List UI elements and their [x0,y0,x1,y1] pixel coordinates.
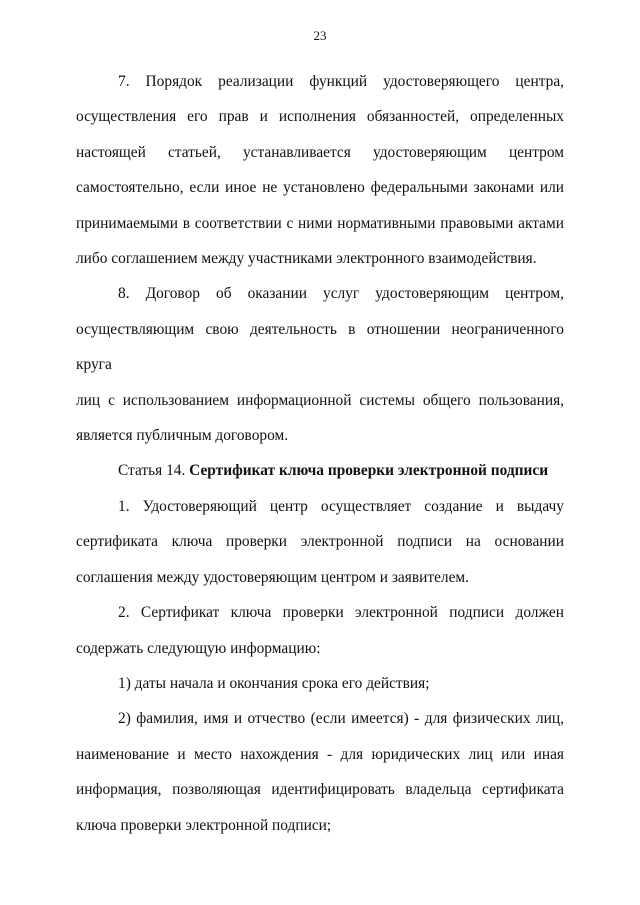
article-14-item-1 [76,666,564,701]
paragraph-line: сертификата ключа проверки электронной подписи на основании [76,533,564,551]
paragraph-line: 1) даты начала и окончания срока его действия; [118,674,430,692]
paragraph-line: 8. Договор об оказании услуг удостоверяющим центром, [118,285,564,303]
paragraph-line: ключа проверки электронной подписи; [76,816,332,834]
article-title: Сертификат ключа проверки электронной подписи [189,462,549,480]
paragraph-line: самостоятельно, если иное не установлено федеральными законами или [76,179,564,197]
document-body [76,64,564,843]
page-number: 23 [313,28,327,43]
paragraph-line: информация, позволяющая идентифицировать владельца сертификата [76,781,564,799]
article-14-paragraph-2 [76,595,564,666]
paragraph-line: является публичным договором. [76,427,289,445]
paragraph-line: осуществления его прав и исполнения обязанностей, определенных [76,108,564,126]
paragraph-line: 2. Сертификат ключа проверки электронной подписи должен [118,604,564,622]
article-heading [76,453,564,488]
paragraph-line: наименование и место нахождения - для юридических лиц или иная [76,745,564,763]
paragraph-line: принимаемыми в соответствии с ними нормативными правовыми актами [76,214,564,232]
paragraph-line: настоящей статьей, устанавливается удостоверяющим центром [76,143,564,161]
paragraph-line: содержать следующую информацию: [76,639,321,657]
paragraph-line: соглашения между удостоверяющим центром и заявителем. [76,568,470,586]
article-14-item-2 [76,701,564,843]
paragraph-line: 2) фамилия, имя и отчество (если имеется) - для физических лиц, [118,710,564,728]
paragraph-7 [76,64,564,276]
paragraph-line: 7. Порядок реализации функций удостоверяющего центра, [118,73,564,90]
paragraph-line: либо соглашением между участниками электронного взаимодействия. [76,250,537,268]
paragraph-line: лиц с использованием информационной системы общего пользования, [76,391,564,409]
paragraph-8 [76,276,564,453]
article-prefix: Статья 14. [118,462,190,480]
article-14-paragraph-1 [76,489,564,595]
paragraph-line: 1. Удостоверяющий центр осуществляет создание и выдачу [118,497,564,515]
paragraph-line: осуществляющим свою деятельность в отношении неограниченного круга [76,320,564,374]
